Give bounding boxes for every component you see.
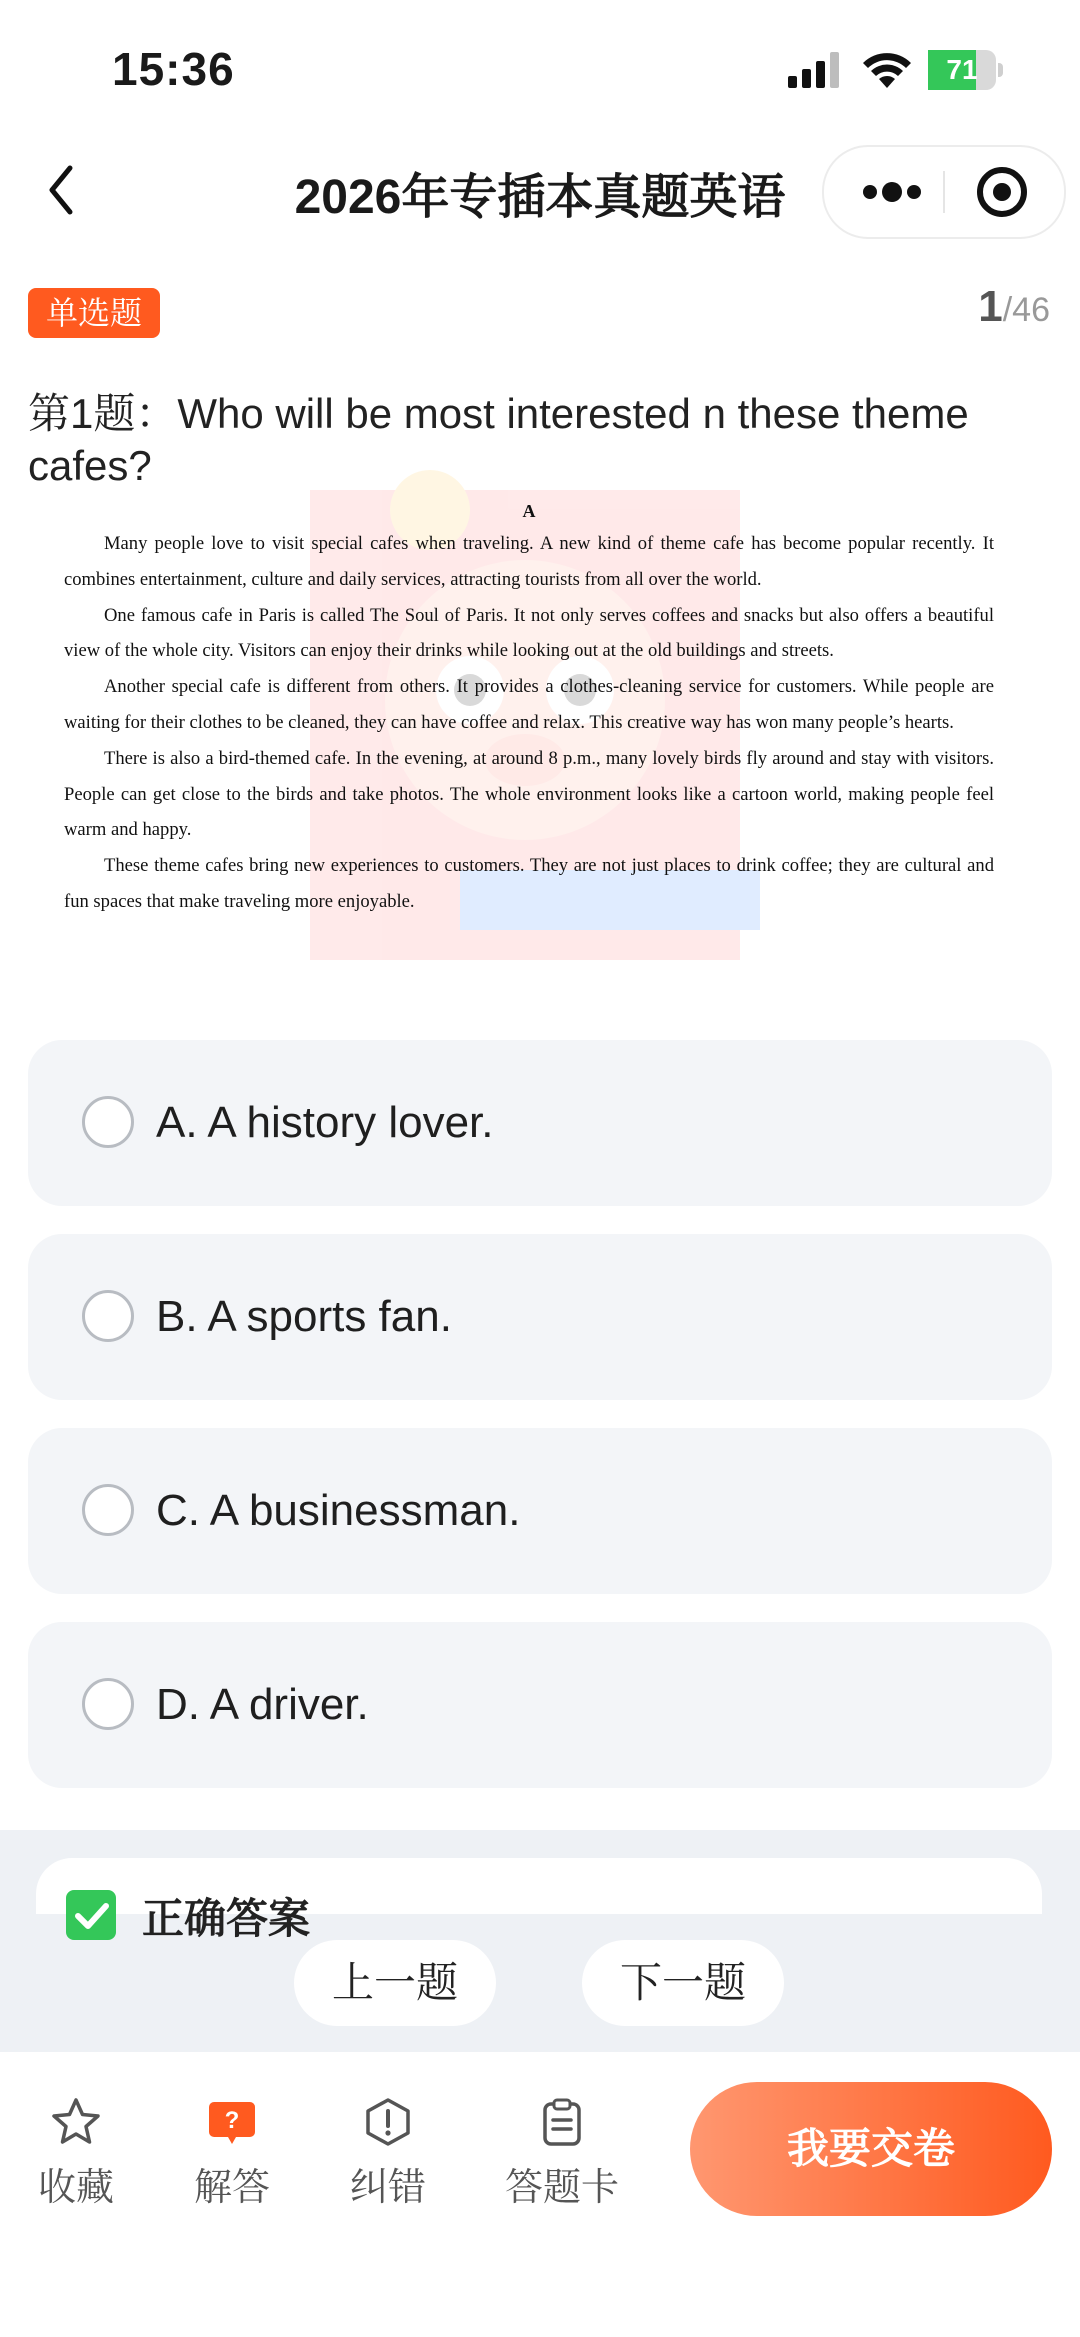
option-c[interactable] [28,1428,1052,1594]
tab-favorite[interactable] [6,2094,146,2211]
question-type-badge: 单选题 [28,288,160,338]
tab-label: 纠错 [349,2167,426,2209]
clipboard-icon [536,2096,588,2148]
option-label: D. A driver. [156,1680,369,1729]
passage-paragraph: There is also a bird-themed cafe. In the evening, at around 8 p.m., many lovely birds fly around and stay with visitors. People can get close to the birds and take photos. The whole environment looks like a cartoon world, making people feel warm and happy. [64,747,994,841]
back-button[interactable] [40,160,84,220]
battery-level-text: 71 [946,54,978,85]
star-icon [50,2096,102,2148]
battery-indicator [928,50,1004,90]
passage-paragraph: One famous cafe in Paris is called The Soul of Paris. It not only serves coffees and snacks but also offers a beautiful view of the whole city. Visitors can enjoy their drinks while looking out at the old buildings and streets. [64,604,994,662]
option-label: A. A history lover. [156,1098,494,1147]
passage-paragraph: Many people love to visit special cafes when traveling. A new kind of theme cafe has become popular recently. It combines entertainment, culture and daily services, attracting tourists from all over the world. [64,533,994,590]
passage-heading: A [522,501,536,521]
tab-answer[interactable] [162,2094,302,2211]
current-question-number: 1 [978,282,1003,331]
submit-exam-button[interactable]: 我要交卷 [690,2082,1052,2216]
radio-circle-icon[interactable] [82,1484,134,1536]
wifi-icon [862,50,912,88]
radio-circle-icon[interactable] [82,1096,134,1148]
question-title: 第1题：Who will be most interested n these theme cafes? [28,390,969,489]
radio-circle-icon[interactable] [82,1290,134,1342]
correct-answer-label: 正确答案 [142,1895,311,1942]
option-label: B. A sports fan. [156,1292,452,1341]
option-a[interactable] [28,1040,1052,1206]
reading-passage [64,496,994,966]
checkmark-icon [66,1890,116,1940]
total-questions: /46 [1002,291,1050,329]
next-question-button[interactable]: 下一题 [582,1940,784,2026]
tab-report-error[interactable] [318,2094,458,2211]
option-b[interactable] [28,1234,1052,1400]
prev-question-button[interactable]: 上一题 [294,1940,496,2026]
tab-label: 答题卡 [504,2167,619,2209]
cellular-signal-icon [788,52,844,88]
close-target-icon[interactable] [946,147,1062,237]
tab-label: 收藏 [37,2167,114,2209]
status-time: 15:36 [112,43,235,95]
passage-paragraph: These theme cafes bring new experiences to customers. They are not just places to drink coffee; they are cultural and fun spaces that make traveling more enjoyable. [64,855,994,912]
exclamation-icon [362,2096,414,2148]
svg-text:?: ? [224,2107,240,2134]
tab-answer-sheet[interactable] [492,2094,632,2211]
question-counter [978,282,1050,332]
mini-program-capsule [822,145,1066,239]
page-title: 2026年专插本真题英语 [294,171,786,224]
option-label: C. A businessman. [156,1486,521,1535]
correct-answer-card [36,1858,1042,1942]
question-bubble-icon [206,2096,258,2148]
tab-label: 解答 [193,2167,270,2209]
passage-paragraph: Another special cafe is different from others. It provides a clothes-cleaning service for customers. While people are waiting for their clothes to be cleaned, they can have coffee and relax. This creative way has won many people’s hearts. [64,676,994,733]
more-options-icon[interactable] [842,147,942,237]
option-d[interactable] [28,1622,1052,1788]
radio-circle-icon[interactable] [82,1678,134,1730]
